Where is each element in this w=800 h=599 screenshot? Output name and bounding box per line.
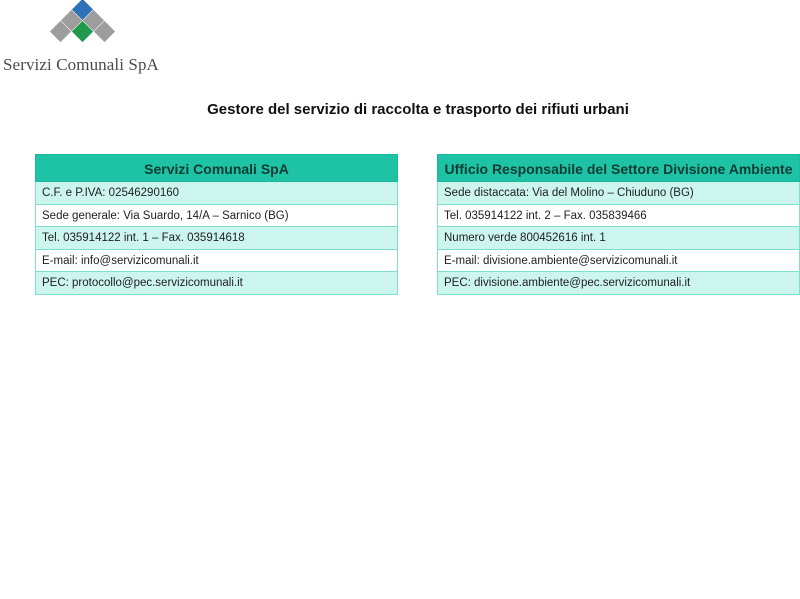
page-heading: Gestore del servizio di raccolta e trasporto dei rifiuti urbani [207,101,629,118]
table-row: C.F. e P.IVA: 02546290160 [35,182,398,205]
table-row: E-mail: divisione.ambiente@servizicomunali.it [437,250,800,273]
table-row: Sede generale: Via Suardo, 14/A – Sarnico (BG) [35,205,398,228]
logo-diamonds-icon [43,0,125,52]
environment-office-table-header: Ufficio Responsabile del Settore Divisione Ambiente [437,154,800,182]
table-row: Tel. 035914122 int. 2 – Fax. 035839466 [437,205,800,228]
table-row: Numero verde 800452616 int. 1 [437,227,800,250]
company-logo [3,0,163,80]
environment-office-table [437,154,800,295]
table-row: PEC: protocollo@pec.servizicomunali.it [35,272,398,295]
company-info-table [35,154,398,295]
logo-company-name: Servizi Comunali SpA [3,55,159,74]
table-row: Tel. 035914122 int. 1 – Fax. 035914618 [35,227,398,250]
table-row: Sede distaccata: Via del Molino – Chiuduno (BG) [437,182,800,205]
company-info-table-header: Servizi Comunali SpA [35,154,398,182]
table-row: PEC: divisione.ambiente@pec.servizicomunali.it [437,272,800,295]
table-row: E-mail: info@servizicomunali.it [35,250,398,273]
